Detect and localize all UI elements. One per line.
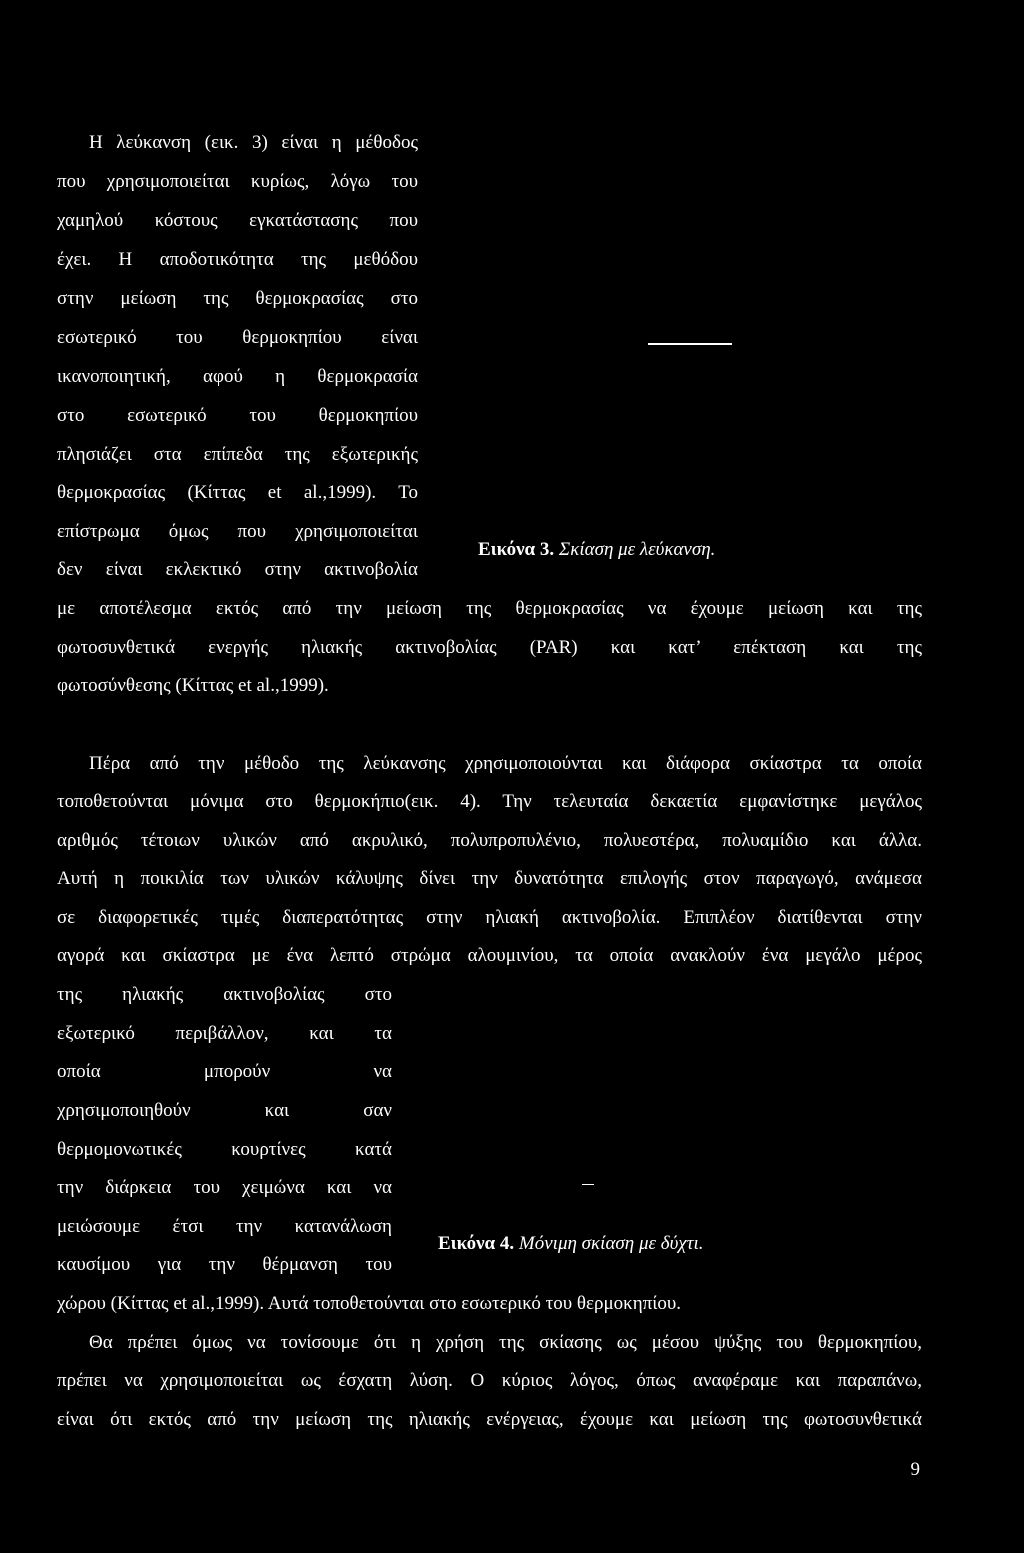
text-line: είναι ότι εκτός από την μείωση της ηλιακής ενέργειας, έχουμε και μείωση της φωτοσυνθετικά [57, 1409, 922, 1430]
figure-3-label: Εικόνα 3. [478, 539, 555, 560]
text-line: καυσίμου για την θέρμανση του [57, 1254, 392, 1275]
text-line: με αποτέλεσμα εκτός από την μείωση της θερμοκρασίας να έχουμε μείωση και της [57, 598, 922, 619]
text-line: πρέπει να χρησιμοποιείται ως έσχατη λύση. Ο κύριος λόγος, όπως αναφέραμε και παραπάνω, [57, 1370, 922, 1391]
text-line: εσωτερικό του θερμοκηπίου είναι [57, 327, 418, 348]
text-line: αριθμός τέτοιων υλικών από ακρυλικό, πολυπροπυλένιο, πολυεστέρα, πολυαμίδιο και άλλα. [57, 830, 922, 851]
text-line: φωτοσυνθετικά ενεργής ηλιακής ακτινοβολίας (PAR) και κατ’ επέκταση και της [57, 637, 922, 658]
text-line: Θα πρέπει όμως να τονίσουμε ότι η χρήση της σκίασης ως μέσου ψύξης του θερμοκηπίου, [89, 1332, 922, 1353]
text-line: Η λεύκανση (εικ. 3) είναι η μέθοδος [89, 132, 418, 153]
figure-4-caption-text: Μόνιμη σκίαση με δύχτι. [518, 1233, 704, 1254]
text-line: εξωτερικό περιβάλλον, και τα [57, 1023, 392, 1044]
text-line: θερμοκρασίας (Κίττας et al.,1999). Το [57, 482, 418, 503]
figure-3-caption [478, 538, 715, 562]
text-line: επίστρωμα όμως που χρησιμοποιείται [57, 521, 418, 542]
figure-3-caption-text: Σκίαση με λεύκανση. [558, 539, 716, 560]
text-line: Πέρα από την μέθοδο της λεύκανσης χρησιμοποιούνται και διάφορα σκίαστρα τα οποία [89, 753, 922, 774]
figure-3-image [648, 343, 732, 345]
text-line: που χρησιμοποιείται κυρίως, λόγω του [57, 171, 418, 192]
figure-4-label: Εικόνα 4. [438, 1233, 515, 1254]
text-line: μειώσουμε έτσι την κατανάλωση [57, 1216, 392, 1237]
text-line: στην μείωση της θερμοκρασίας στο [57, 288, 418, 309]
text-line: χώρου (Κίττας et al.,1999). Αυτά τοποθετούνται στο εσωτερικό του θερμοκηπίου. [57, 1293, 682, 1314]
figure-4-image [582, 1184, 594, 1185]
text-line: τοποθετούνται μόνιμα στο θερμοκήπιο(εικ. 4). Την τελευταία δεκαετία εμφανίστηκε μεγάλος [57, 791, 922, 812]
text-line: έχει. Η αποδοτικότητα της μεθόδου [57, 249, 418, 270]
figure-4-caption [438, 1232, 703, 1256]
page-number: 9 [910, 1459, 920, 1480]
text-line: χαμηλού κόστους εγκατάστασης που [57, 210, 418, 231]
text-line: χρησιμοποιηθούν και σαν [57, 1100, 392, 1121]
text-line: Αυτή η ποικιλία των υλικών κάλυψης δίνει την δυνατότητα επιλογής στον παραγωγό, ανάμεσα [57, 868, 922, 889]
text-line: της ηλιακής ακτινοβολίας στο [57, 984, 392, 1005]
text-line: φωτοσύνθεσης (Κίττας et al.,1999). [57, 675, 329, 696]
text-line: δεν είναι εκλεκτικό στην ακτινοβολία [57, 559, 418, 580]
text-line: σε διαφορετικές τιμές διαπερατότητας στην ηλιακή ακτινοβολία. Επιπλέον διατίθενται στην [57, 907, 922, 928]
text-line: ικανοποιητική, αφού η θερμοκρασία [57, 366, 418, 387]
text-line: την διάρκεια του χειμώνα και να [57, 1177, 392, 1198]
text-line: αγορά και σκίαστρα με ένα λεπτό στρώμα αλουμινίου, τα οποία ανακλούν ένα μεγάλο μέρος [57, 945, 922, 966]
text-line: πλησιάζει στα επίπεδα της εξωτερικής [57, 444, 418, 465]
text-line: θερμομονωτικές κουρτίνες κατά [57, 1139, 392, 1160]
text-line: οποία μπορούν να [57, 1061, 392, 1082]
text-line: στο εσωτερικό του θερμοκηπίου [57, 405, 418, 426]
